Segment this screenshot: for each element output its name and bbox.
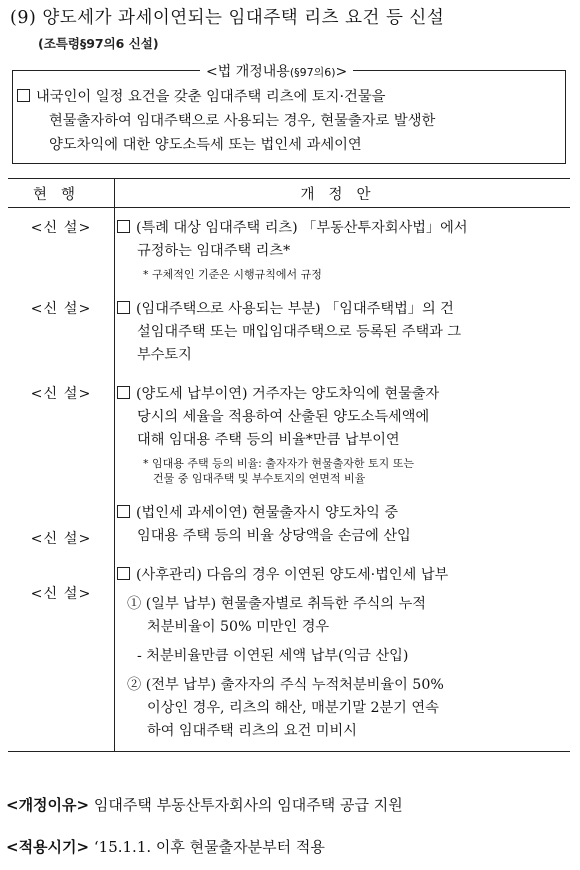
item-note: * 구체적인 기준은 시행규칙에서 규정 — [143, 268, 322, 281]
sub-item-line: ② (전부 납부) 출자자의 주식 누적처분비율이 50% — [127, 677, 444, 693]
item-line: 당시의 세율을 적용하여 산출된 양도소득세액에 — [137, 409, 430, 425]
outline-line: 양도차익에 대한 양도소득세 또는 법인세 과세이연 — [49, 137, 362, 153]
reason-text: 임대주택 부동산투자회사의 임대주택 공급 지원 — [93, 796, 403, 814]
table-row — [8, 297, 570, 368]
outline-text — [17, 85, 559, 157]
old-cell: <신 설> — [8, 501, 115, 549]
item-line: (양도세 납부이연) 거주자는 양도차익에 현물출자 — [136, 386, 440, 402]
sub-item-line: 이상인 경우, 리츠의 해산, 매분기말 2분기 연속 — [147, 700, 439, 716]
item-line: 임대용 주택 등의 비율 상당액을 손금에 산입 — [137, 528, 411, 544]
header-revised: 개정안 — [115, 179, 571, 208]
comparison-table — [8, 178, 570, 752]
sub-item-line: ① (일부 납부) 현물출자별로 취득한 주식의 누적 — [127, 596, 427, 612]
law-outline-box — [12, 70, 566, 164]
checkbox-square-icon — [17, 89, 30, 102]
reason-label: <개정이유> — [6, 796, 90, 814]
sub-item-line: 하여 임대주택 리츠의 요건 미비시 — [147, 723, 357, 739]
table-row — [8, 216, 570, 283]
item-line: 대해 임대용 주택 등의 비율*만큼 납부이연 — [137, 432, 400, 448]
section-title: (9) 양도세가 과세이연되는 임대주택 리츠 요건 등 신설 — [10, 8, 445, 28]
sub-item-line: 처분비율이 50% 미만인 경우 — [147, 619, 330, 635]
effective-text: ‘15.1.1. 이후 현물출자분부터 적용 — [93, 838, 325, 856]
outline-label-ref: (§97의6) — [289, 66, 336, 79]
table-row — [8, 382, 570, 487]
sub-item-line: - 처분비율만큼 이연된 세액 납부(익금 산입) — [137, 648, 409, 664]
item-line: (특례 대상 임대주택 리츠) 「부동산투자회사법」에서 — [136, 220, 468, 236]
checkbox-square-icon — [117, 301, 130, 314]
header-current: 현행 — [8, 179, 115, 208]
item-line: (법인세 과세이연) 현물출자시 양도차익 중 — [136, 505, 399, 521]
section-subtitle: (조특령§97의6 신설) — [38, 36, 159, 51]
old-cell: <신 설> — [8, 563, 115, 752]
old-cell: <신 설> — [8, 297, 115, 368]
checkbox-square-icon — [117, 220, 130, 233]
revision-reason — [6, 794, 403, 815]
outline-label-main: <법 개정내용 — [206, 64, 290, 80]
item-note: 건물 중 임대주택 및 부수토지의 연면적 비율 — [153, 472, 366, 485]
effective-date — [6, 836, 325, 857]
item-line: (사후관리) 다음의 경우 이연된 양도세·법인세 납부 — [136, 567, 449, 583]
old-cell: <신 설> — [8, 382, 115, 487]
checkbox-square-icon — [117, 386, 130, 399]
outline-line: 현물출자하여 임대주택으로 사용되는 경우, 현물출자로 발생한 — [49, 113, 436, 129]
effective-label: <적용시기> — [6, 838, 90, 856]
item-line: 설임대주택 또는 매입임대주택으로 등록된 주택과 그 — [137, 324, 462, 340]
outline-line: 내국인이 일정 요건을 갖춘 임대주택 리츠에 토지·건물을 — [36, 89, 386, 105]
checkbox-square-icon — [117, 505, 130, 518]
item-line: 부수토지 — [137, 347, 192, 363]
item-line: 규정하는 임대주택 리츠* — [137, 243, 291, 259]
outline-label — [200, 61, 353, 81]
item-line: (임대주택으로 사용되는 부분) 「임대주택법」의 건 — [136, 301, 454, 317]
outline-label-end: > — [335, 64, 348, 80]
old-cell: <신 설> — [8, 216, 115, 283]
item-note: * 임대용 주택 등의 비율: 출자자가 현물출자한 토지 또는 — [143, 457, 414, 470]
table-row — [8, 563, 570, 752]
table-row — [8, 501, 570, 549]
checkbox-square-icon — [117, 567, 130, 580]
